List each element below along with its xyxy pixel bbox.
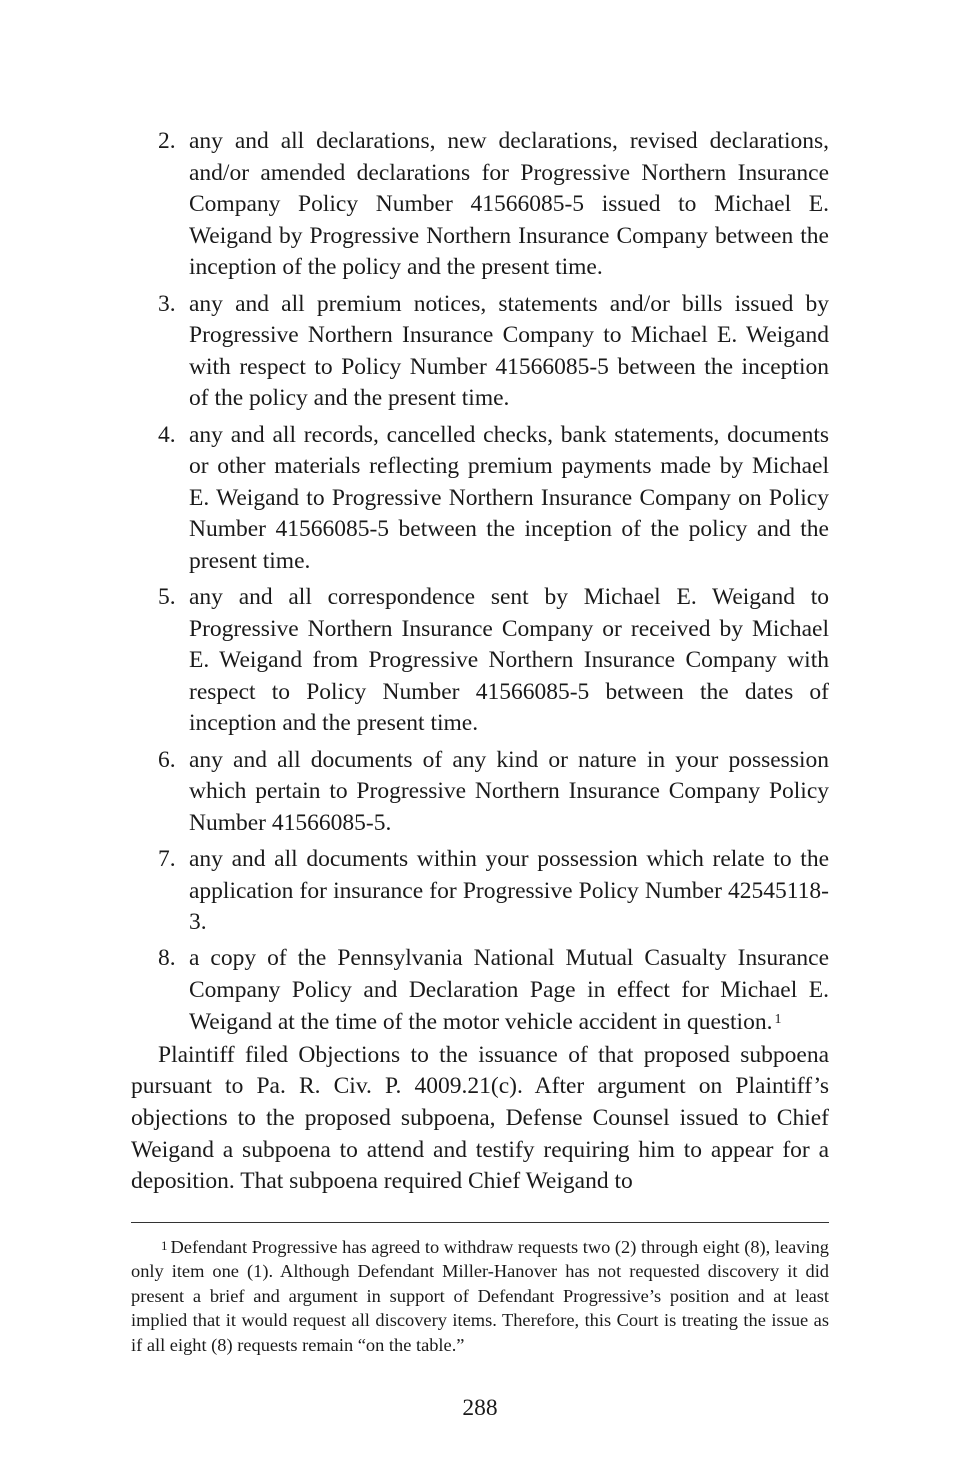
footnote-number: 1 xyxy=(161,1238,168,1253)
item-number: 5. xyxy=(158,584,176,611)
list-item xyxy=(131,844,829,939)
item-text: any and all records, cancelled checks, bank statements, documents or other materials reflecting premium payments made by Michael E. Weigand to Progressive Northern Insurance Company on Policy Number 41566085-5 between the inception of the policy and the present time. xyxy=(189,421,829,574)
footnote-text: Defendant Progressive has agreed to withdraw requests two (2) through eight (8), leaving only item one (1). Although Defendant Miller-Hanover has not requested discovery it did present a brief and argument in support of Defendant Progressive’s position and at least implied that it would request all discovery items. Therefore, this Court is treating the issue as if all eight (8) requests remain “on the table.” xyxy=(131,1237,829,1355)
document-page xyxy=(131,126,829,1198)
item-number: 7. xyxy=(158,846,176,873)
list-item xyxy=(131,289,829,415)
body-paragraph: Plaintiff filed Objections to the issuance of that proposed subpoena pursuant to Pa. R. Civ. P. 4009.21(c). After argument on Plaintiff’s objections to the proposed subpoena, Defense Counsel issued to Chief Weigand a subpoena to attend and testify requiring him to appear for a deposition. That subpoena required Chief Weigand to xyxy=(131,1041,829,1195)
item-text: any and all declarations, new declarations, revised declarations, and/or amended declarations for Progressive Northern Insurance Company Policy Number 41566085-5 issued to Michael E. Weigand by Progressive Northern Insurance Company between the inception of the policy and the present time. xyxy=(189,128,829,281)
item-text: any and all documents within your possession which relate to the application for insurance for Progressive Policy Number 42545118-3. xyxy=(189,846,829,936)
list-item xyxy=(131,420,829,578)
item-text-body: a copy of the Pennsylvania National Mutual Casualty Insurance Company Policy and Declaration Page in effect for Michael E. Weigand at the time of the motor vehicle accident in question. xyxy=(189,945,829,1035)
item-text: any and all correspondence sent by Michael E. Weigand to Progressive Northern Insurance Company or received by Michael E. Weigand from Progressive Northern Insurance Company with respect to Policy Number 41566085-5 between the dates of inception and the present time. xyxy=(189,584,829,737)
footnote-reference: 1 xyxy=(774,1011,782,1027)
item-number: 6. xyxy=(158,746,176,773)
item-number: 4. xyxy=(158,421,176,448)
page-number: 288 xyxy=(462,1395,498,1421)
item-number: 8. xyxy=(158,945,176,972)
discovery-request-list xyxy=(131,126,829,1038)
list-item xyxy=(131,943,829,1038)
item-number: 2. xyxy=(158,128,176,154)
item-number: 3. xyxy=(158,290,176,317)
list-item xyxy=(131,126,829,284)
item-text: any and all premium notices, statements and/or bills issued by Progressive Northern Insurance Company to Michael E. Weigand with respect to Policy Number 41566085-5 between the inception of the policy and the present time. xyxy=(189,290,829,412)
footnote xyxy=(131,1235,829,1357)
item-text xyxy=(189,943,829,1038)
list-item xyxy=(131,745,829,840)
item-text: any and all documents of any kind or nature in your possession which pertain to Progressive Northern Insurance Company Policy Number 41566085-5. xyxy=(189,746,829,836)
list-item xyxy=(131,582,829,740)
footnote-divider xyxy=(131,1222,829,1223)
